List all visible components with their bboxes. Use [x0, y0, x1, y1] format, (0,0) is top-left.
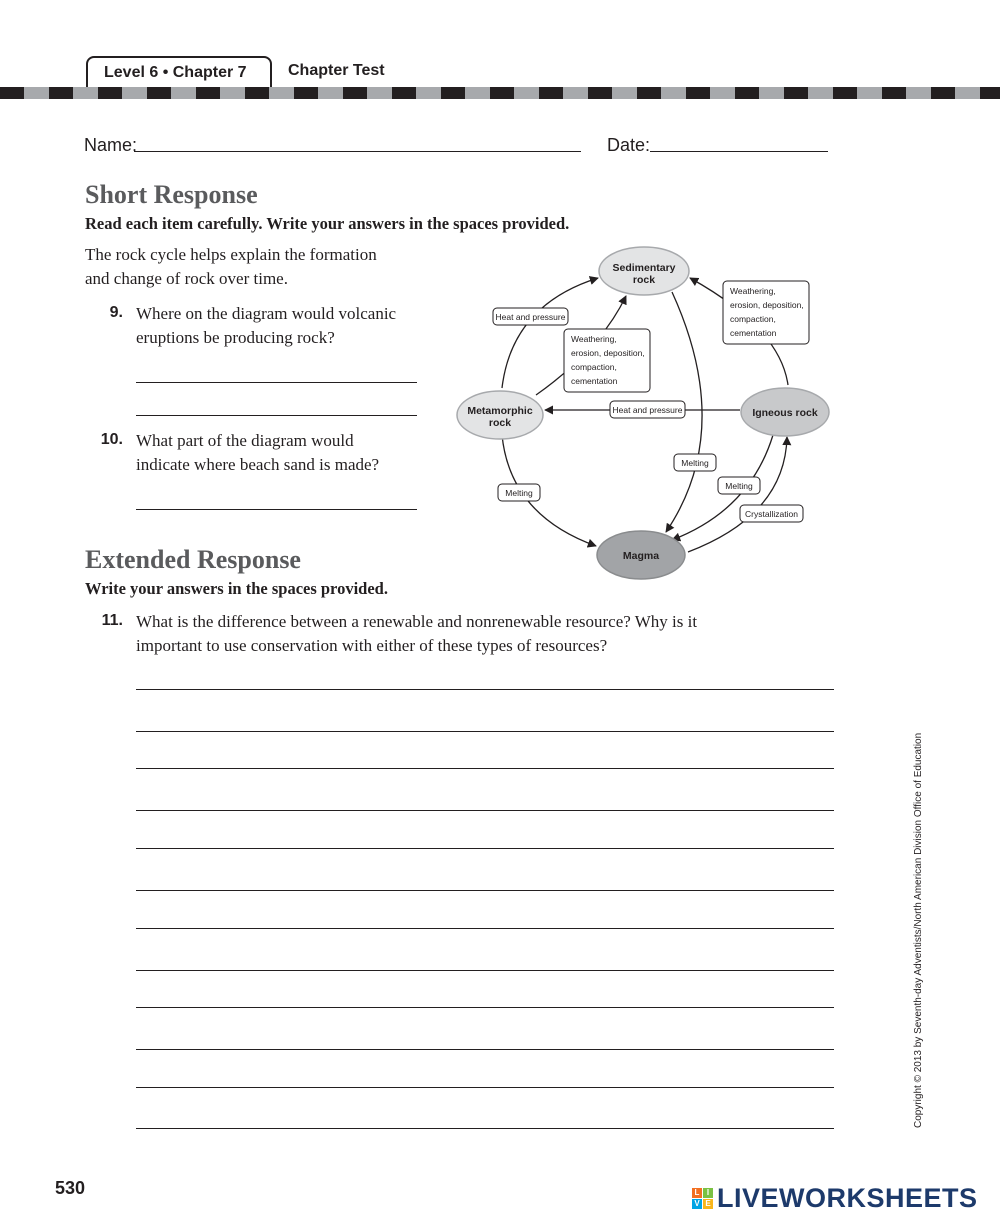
melting-label-left: Melting: [505, 488, 533, 498]
copyright-notice: Copyright © 2013 by Seventh-day Adventists/North American Division Office of Education: [913, 732, 924, 1128]
sedimentary-label-1: Sedimentary: [612, 262, 676, 274]
question-10-line-1: What part of the diagram would: [136, 431, 354, 450]
name-label: Name:: [84, 135, 138, 155]
weathering-right-line-4: cementation: [730, 328, 777, 338]
logo-letter: L: [692, 1188, 702, 1198]
question-11-line-2: important to use conservation with either of these types of resources?: [136, 636, 608, 655]
logo-letter: E: [703, 1199, 713, 1209]
logo-letter: V: [692, 1199, 702, 1209]
weathering-center-line-4: cementation: [571, 376, 618, 386]
question-9-answer-line[interactable]: [136, 415, 417, 416]
question-11-answer-line[interactable]: [136, 928, 834, 929]
question-11-answer-line[interactable]: [136, 890, 834, 891]
logo-icon: [692, 1188, 713, 1209]
intro-line-1: The rock cycle helps explain the formation: [85, 245, 377, 264]
question-9-line-1: Where on the diagram would volcanic: [136, 304, 397, 323]
melting-label-right: Melting: [725, 481, 753, 491]
name-answer-line[interactable]: [134, 151, 581, 152]
liveworksheets-logo[interactable]: [692, 1183, 978, 1214]
question-10-number: 10.: [100, 431, 123, 448]
question-11-answer-line[interactable]: [136, 1087, 834, 1088]
question-11-number: 11.: [101, 612, 123, 629]
question-11-line-1: What is the difference between a renewable and nonrenewable resource? Why is it: [136, 612, 698, 631]
short-response-instructions: Read each item carefully. Write your answers in the spaces provided.: [85, 214, 570, 233]
weathering-right-line-1: Weathering,: [730, 286, 776, 296]
test-title: Chapter Test: [288, 62, 385, 79]
question-9-number: 9.: [109, 304, 123, 321]
rock-cycle-diagram: [450, 240, 840, 585]
igneous-label: Igneous rock: [752, 407, 818, 419]
question-11-answer-line[interactable]: [136, 848, 834, 849]
logo-letter: I: [703, 1188, 713, 1198]
short-response-heading: Short Response: [85, 180, 258, 209]
question-9-answer-line[interactable]: [136, 382, 417, 383]
weathering-right-line-2: erosion, deposition,: [730, 300, 804, 310]
question-11-answer-line[interactable]: [136, 1128, 834, 1129]
weathering-center-line-2: erosion, deposition,: [571, 348, 645, 358]
weathering-center-line-1: Weathering,: [571, 334, 617, 344]
question-9-line-2: eruptions be producing rock?: [136, 328, 335, 347]
crystallization-label: Crystallization: [745, 509, 798, 519]
question-11-answer-line[interactable]: [136, 810, 834, 811]
metamorphic-label-2: rock: [488, 417, 512, 429]
question-11-answer-line[interactable]: [136, 768, 834, 769]
page-number: 530: [55, 1178, 86, 1198]
question-11-answer-line[interactable]: [136, 1049, 834, 1050]
question-10-line-2: indicate where beach sand is made?: [136, 455, 380, 474]
date-label: Date:: [607, 135, 651, 155]
intro-line-2: and change of rock over time.: [85, 269, 288, 288]
question-10-answer-line[interactable]: [136, 509, 417, 510]
weathering-right-line-3: compaction,: [730, 314, 776, 324]
question-11-answer-line[interactable]: [136, 1007, 834, 1008]
question-11-answer-line[interactable]: [136, 689, 834, 690]
extended-response-heading: Extended Response: [85, 545, 301, 574]
heat-pressure-label-left: Heat and pressure: [495, 312, 566, 322]
melting-label-center: Melting: [681, 458, 709, 468]
chapter-tab: Level 6 • Chapter 7: [86, 56, 272, 88]
logo-text: LIVEWORKSHEETS: [717, 1183, 978, 1213]
question-11-answer-line[interactable]: [136, 970, 834, 971]
header-stripe: [0, 87, 1000, 99]
metamorphic-label-1: Metamorphic: [467, 405, 533, 417]
heat-pressure-label-center: Heat and pressure: [612, 405, 683, 415]
question-11-answer-line[interactable]: [136, 731, 834, 732]
magma-label: Magma: [622, 550, 660, 562]
weathering-center-line-3: compaction,: [571, 362, 617, 372]
sedimentary-label-2: rock: [632, 274, 656, 286]
date-answer-line[interactable]: [650, 151, 828, 152]
extended-response-instructions: Write your answers in the spaces provided.: [85, 579, 388, 598]
